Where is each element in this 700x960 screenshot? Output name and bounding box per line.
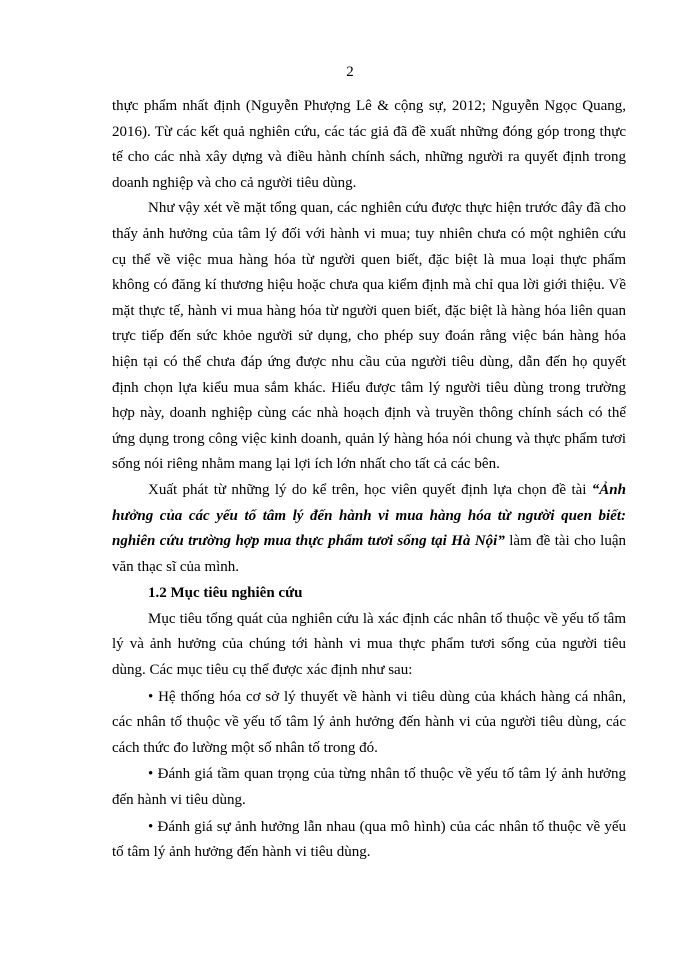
page-number: 2 — [346, 64, 354, 80]
page-body — [112, 94, 626, 866]
objective-item: • Đánh giá sự ảnh hưởng lẫn nhau (qua mô hình) của các nhân tố thuộc về yếu tố tâm lý ảnh hưởng đến hành vi tiêu dùng. — [112, 818, 626, 861]
paragraph-objectives-intro: Mục tiêu tổng quát của nghiên cứu là xác định các nhân tố thuộc về yếu tố tâm lý và ảnh hưởng của chúng tới hành vi mua thực phẩm tươi sống của người tiêu dùng. Các mục tiêu cụ thể được xác định như sau: — [112, 610, 626, 679]
objective-item: • Đánh giá tầm quan trọng của từng nhân tố thuộc về yếu tố tâm lý ảnh hưởng đến hành vi tiêu dùng. — [112, 766, 626, 809]
paragraph-overview: Như vậy xét về mặt tổng quan, các nghiên cứu được thực hiện trước đây đã cho thấy ảnh hưởng của tâm lý đối với hành vi mua; tuy nhiên chưa có một nghiên cứu cụ thể về việc mua hàng hóa từ người quen biết, đặc biệt là mua loại thực phẩm không có đăng kí thương hiệu hoặc chưa qua kiểm định mà chỉ qua lời giới thiệu. Về mặt thực tế, hành vi mua hàng hóa từ người quen biết, đặc biệt là hàng hóa liên quan trực tiếp đến sức khỏe người sử dụng, cho phép suy đoán rằng việc bán hàng hóa hiện tại có thể chưa đáp ứng được nhu cầu của người tiêu dùng, dẫn đến họ quyết định chọn lựa kiểu mua sắm khác. Hiểu được tâm lý người tiêu dùng trong trường hợp này, doanh nghiệp cùng các nhà hoạch định và truyền thông chính sách có thể ứng dụng trong công việc kinh doanh, quản lý hàng hóa nói chung và thực phẩm tươi sống nói riêng nhằm mang lại lợi ích lớn nhất cho tất cả các bên. — [112, 200, 626, 473]
section-heading: 1.2 Mục tiêu nghiên cứu — [148, 585, 303, 602]
paragraph-continuation: thực phẩm nhất định (Nguyễn Phượng Lê & cộng sự, 2012; Nguyễn Ngọc Quang, 2016). Từ các kết quả nghiên cứu, các tác giả đã đề xuất những đóng góp trong thực tế cho các nhà xây dựng và điều hành chính sách, những người ra quyết định trong doanh nghiệp và cho cả người tiêu dùng. — [112, 98, 626, 191]
topic-lead-in: Xuất phát từ những lý do kể trên, học viên quyết định lựa chọn đề tài — [148, 481, 592, 498]
topic-tail: làm đề tài cho luận văn thạc sĩ của mình. — [112, 533, 626, 575]
paragraph-thesis-topic — [112, 478, 626, 580]
thesis-title: “Ảnh hưởng của các yếu tố tâm lý đến hành vi mua hàng hóa từ người quen biết: nghiên cứu trường hợp mua thực phẩm tươi sống tại Hà Nội” — [112, 481, 626, 550]
objective-item: • Hệ thống hóa cơ sở lý thuyết về hành vi tiêu dùng của khách hàng cá nhân, các nhân tố thuộc về yếu tố tâm lý ảnh hưởng đến hành vi của người tiêu dùng, các cách thức đo lường một số nhân tố trong đó. — [112, 688, 626, 756]
